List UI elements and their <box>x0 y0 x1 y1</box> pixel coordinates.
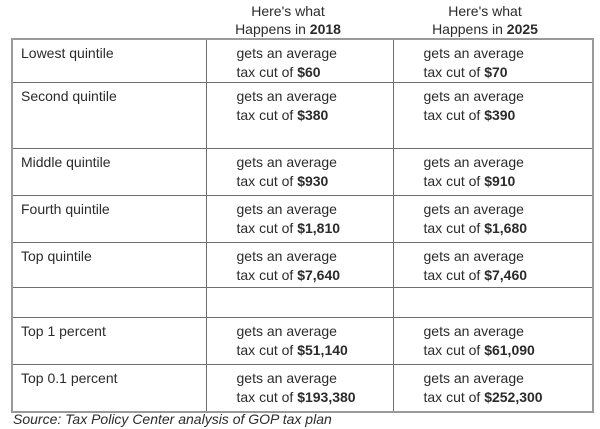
cell-2018 <box>206 243 393 288</box>
cell-line1: gets an average <box>236 45 337 61</box>
cell-line2-prefix: tax cut of <box>236 342 298 358</box>
cell-2025 <box>393 243 593 288</box>
cell-line1: gets an average <box>236 248 337 264</box>
cell-line1: gets an average <box>236 370 337 386</box>
row-middle-quintile <box>12 149 593 196</box>
row-lowest-quintile <box>12 39 593 83</box>
cell-line1: gets an average <box>423 45 524 61</box>
row-fourth-quintile <box>12 196 593 243</box>
cell-line1: gets an average <box>236 88 337 104</box>
row-label: Top 1 percent <box>12 318 206 365</box>
cell-line1: gets an average <box>423 88 524 104</box>
row-label: Second quintile <box>12 83 206 149</box>
row-top-quintile <box>12 243 593 288</box>
row-label: Lowest quintile <box>12 39 206 83</box>
row-label: Middle quintile <box>12 149 206 196</box>
amount-2018: $7,640 <box>297 267 341 283</box>
amount-2018: $60 <box>297 64 321 80</box>
cell-2018 <box>206 149 393 196</box>
cell-line2 <box>237 219 389 238</box>
cell-2018 <box>206 318 393 365</box>
empty-cell <box>206 288 393 318</box>
cell-2025 <box>393 39 593 83</box>
cell-line1: gets an average <box>423 248 524 264</box>
cell-line1: gets an average <box>236 201 337 217</box>
cell-2018 <box>206 196 393 243</box>
amount-2018: $380 <box>297 107 329 123</box>
amount-2018: $51,140 <box>297 342 348 358</box>
amount-2025: $252,300 <box>484 389 543 405</box>
amount-2025: $7,460 <box>484 267 528 283</box>
amount-2025: $390 <box>484 107 516 123</box>
cell-line2-prefix: tax cut of <box>236 220 298 236</box>
cell-line2 <box>424 219 589 238</box>
cell-line1: gets an average <box>236 154 337 170</box>
cell-line1: gets an average <box>423 154 524 170</box>
amount-2025: $1,680 <box>484 220 528 236</box>
header-2018-year: 2018 <box>309 21 341 37</box>
row-label: Fourth quintile <box>12 196 206 243</box>
row-second-quintile <box>12 83 593 149</box>
cell-2018 <box>206 365 393 412</box>
tax-cut-table <box>11 38 594 413</box>
cell-line2-prefix: tax cut of <box>423 173 485 189</box>
header-2025-line2-prefix: Happens in <box>432 21 507 37</box>
row-top-1-percent <box>12 318 593 365</box>
amount-2018: $1,810 <box>297 220 341 236</box>
cell-2018 <box>206 39 393 83</box>
spacer-row <box>12 288 593 318</box>
cell-line2-prefix: tax cut of <box>423 64 485 80</box>
amount-2018: $930 <box>297 173 329 189</box>
cell-line2-prefix: tax cut of <box>423 107 485 123</box>
cell-line2-prefix: tax cut of <box>236 267 298 283</box>
header-2025-line1: Here's what <box>448 3 522 19</box>
cell-line1: gets an average <box>423 201 524 217</box>
cell-line2 <box>237 341 389 360</box>
cell-2025 <box>393 365 593 412</box>
cell-line2 <box>424 388 589 407</box>
amount-2025: $910 <box>484 173 516 189</box>
cell-2025 <box>393 149 593 196</box>
amount-2018: $193,380 <box>297 389 356 405</box>
cell-line2 <box>237 266 389 285</box>
cell-line2 <box>237 388 389 407</box>
source-note: Source: Tax Policy Center analysis of GOP tax plan <box>13 411 332 427</box>
cell-line2-prefix: tax cut of <box>236 107 298 123</box>
row-top-01-percent <box>12 365 593 412</box>
header-2025-year: 2025 <box>506 21 538 37</box>
column-header-2018 <box>198 2 378 38</box>
cell-2025 <box>393 318 593 365</box>
cell-2025 <box>393 196 593 243</box>
row-label: Top quintile <box>12 243 206 288</box>
cell-line2-prefix: tax cut of <box>423 389 485 405</box>
cell-line2-prefix: tax cut of <box>236 173 298 189</box>
cell-line2-prefix: tax cut of <box>236 389 298 405</box>
cell-line2-prefix: tax cut of <box>423 220 485 236</box>
cell-line2 <box>424 63 589 82</box>
cell-2025 <box>393 83 593 149</box>
column-header-2025 <box>395 2 575 38</box>
cell-line1: gets an average <box>423 323 524 339</box>
header-2018-line1: Here's what <box>251 3 325 19</box>
cell-line2 <box>237 63 389 82</box>
cell-line1: gets an average <box>236 323 337 339</box>
header-2018-line2-prefix: Happens in <box>235 21 310 37</box>
cell-line2 <box>424 266 589 285</box>
amount-2025: $70 <box>484 64 508 80</box>
amount-2025: $61,090 <box>484 342 535 358</box>
empty-cell <box>12 288 206 318</box>
row-label: Top 0.1 percent <box>12 365 206 412</box>
header-2018-line2 <box>198 20 378 38</box>
cell-line2-prefix: tax cut of <box>423 342 485 358</box>
empty-cell <box>393 288 593 318</box>
cell-2018 <box>206 83 393 149</box>
cell-line2 <box>237 106 389 125</box>
cell-line2 <box>237 172 389 191</box>
cell-line2 <box>424 341 589 360</box>
cell-line2-prefix: tax cut of <box>423 267 485 283</box>
cell-line2 <box>424 106 589 125</box>
cell-line2 <box>424 172 589 191</box>
header-2025-line2 <box>395 20 575 38</box>
cell-line1: gets an average <box>423 370 524 386</box>
cell-line2-prefix: tax cut of <box>236 64 298 80</box>
